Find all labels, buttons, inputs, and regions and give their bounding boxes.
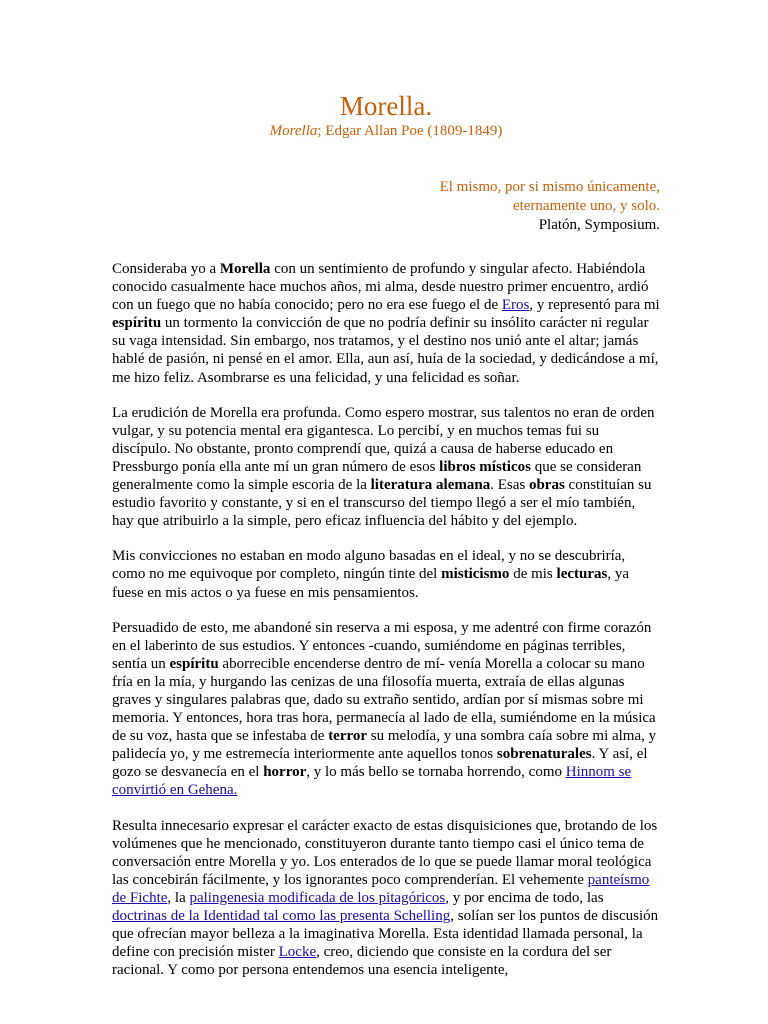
text-run: Resulta innecesario expresar el carácter exacto de estas disquisiciones que, brotando de los volúmenes que he mencionado, constituyeron durante tanto tiempo casi el único tema de conversación entre Morella y yo. Los enterados de lo que se puede llamar moral teológica las concebirán fácilmente, y los ignorantes poco comprenderían. El vehemente	[112, 817, 658, 888]
link-locke[interactable]: Locke	[278, 944, 317, 961]
bold-term: libros místicos	[439, 458, 531, 475]
epigraph-source: Platón, Symposium.	[538, 217, 660, 233]
text-run: , y lo más bello se tornaba horrendo, como	[306, 764, 566, 781]
text-run: Consideraba yo a	[112, 261, 220, 277]
byline	[112, 122, 660, 140]
story-title: Morella.	[339, 91, 433, 121]
text-run: con un sentimiento de profundo y singular afecto. Habiéndola conocido casualmente hace muchos años, mi alma, desde nuestro primer encuentro, ardió con un fuego que no había conocido; pero no era ese fuego el de	[112, 261, 649, 314]
text-run: un tormento la convicción de que no podría definir su insólito carácter ni regular su vaga intensidad. Sin embargo, nos tratamos, y el destino nos unió ante el altar; jamás hablé de pasión, ni pensé en el amor. Ella, aun así, huía de la sociedad, y dedicándose a mí, me hizo feliz. Asombrarse es una felicidad, y una felicidad es soñar.	[112, 315, 659, 386]
bold-term: sobrenaturales	[496, 746, 592, 763]
bold-term: lecturas	[556, 566, 608, 583]
paragraph-3	[112, 547, 660, 601]
byline-author: ; Edgar Allan Poe (1809-1849)	[317, 123, 503, 139]
epigraph	[112, 178, 660, 235]
text-run: que se consideran generalmente como la simple escoria de la	[112, 458, 642, 494]
text-run: , y por encima de todo, las	[445, 889, 604, 906]
text-run: Persuadido de esto, me abandoné sin reserva a mi esposa, y me adentré con firme corazón en el laberinto de sus estudios. Y entonces -cuando, sumiéndome en páginas terribles, sentía un	[112, 619, 652, 672]
text-run: , y representó para mi	[529, 297, 660, 314]
epigraph-line-2: eternamente uno, y solo.	[512, 198, 660, 214]
bold-term: obras	[528, 477, 565, 494]
bold-term: horror	[263, 764, 307, 781]
paragraph-4	[112, 619, 660, 800]
text-run: constituían su estudio favorito y constante, y si en el transcurso del tiempo llegó a ser el mío también, hay que atribuirlo a la simple, pero eficaz influencia del hábito y del ejemplo.	[112, 477, 652, 530]
text-run: , ya fuese en mis actos o ya fuese en mis pensamientos.	[112, 566, 630, 601]
paragraph-2	[112, 404, 660, 531]
link-palingenesia[interactable]: palingenesia modificada de los pitagóricos	[189, 889, 446, 906]
text-run: su melodía, y una sombra caía sobre mi alma, y palidecía yo, y me estremecía interiormente ante aquellos tonos	[112, 728, 657, 763]
story-body	[112, 260, 660, 979]
link-doctrinas-schelling[interactable]: doctrinas de la Identidad tal como las presenta Schelling	[112, 908, 451, 924]
text-run: , solían ser los puntos de discusión que ofrecían mayor belleza a la imaginativa Morella. Esta identidad llamada personal, la define con precisión mister	[112, 908, 659, 961]
bold-term: espíritu	[169, 655, 219, 672]
bold-term: terror	[328, 728, 368, 745]
text-run: , creo, diciendo que consiste en la cordura del ser racional. Y como por persona entendemos una esencia inteligente,	[112, 944, 612, 979]
text-run: aborrecible encenderse dentro de mí- venía Morella a colocar su mano fría en la mía, y hurgando las cenizas de una filosofía muerta, extraía de ellas algunas graves y singulares palabras que, dado su extraño sentido, ardían por sí mismas sobre mi memoria. Y entonces, hora tras hora, permanecía al lado de ella, sumiéndome en la música de su voz, hasta que se infestaba de	[112, 655, 656, 745]
bold-term: Morella	[219, 261, 271, 277]
text-run: . Esas	[490, 477, 529, 494]
byline-work: Morella	[269, 123, 318, 139]
link-hinnom-gehena[interactable]: Hinnom se convirtió en Gehena.	[112, 764, 632, 799]
epigraph-line-1: El mismo, por si mismo únicamente,	[439, 179, 660, 195]
bold-term: misticismo	[441, 566, 510, 583]
link-panteismo-fichte[interactable]: panteísmo de Fichte	[112, 871, 650, 906]
paragraph-1	[112, 260, 660, 387]
bold-term: espíritu	[112, 315, 162, 332]
text-run: Mis convicciones no estaban en modo alguno basadas en el ideal, y no se descubriría, como no me equivoque por completo, ningún tinte del	[112, 548, 626, 583]
paragraph-5	[112, 817, 660, 980]
text-run: La erudición de Morella era profunda. Como espero mostrar, sus talentos no eran de orden vulgar, y su potencia mental era gigantesca. Lo percibí, y en muchos temas fui su discípulo. No obstante, pronto comprendí que, quizá a causa de haberse educado en Pressburgo ponía ella ante mí un gran número de esos	[112, 404, 655, 475]
link-eros[interactable]: Eros	[501, 297, 530, 314]
text-run: , la	[167, 889, 190, 906]
text-run: de mis	[509, 566, 557, 583]
text-run: . Y así, el gozo se desvanecía en el	[112, 746, 648, 781]
bold-term: literatura alemana	[370, 477, 491, 494]
document-page	[112, 90, 660, 996]
